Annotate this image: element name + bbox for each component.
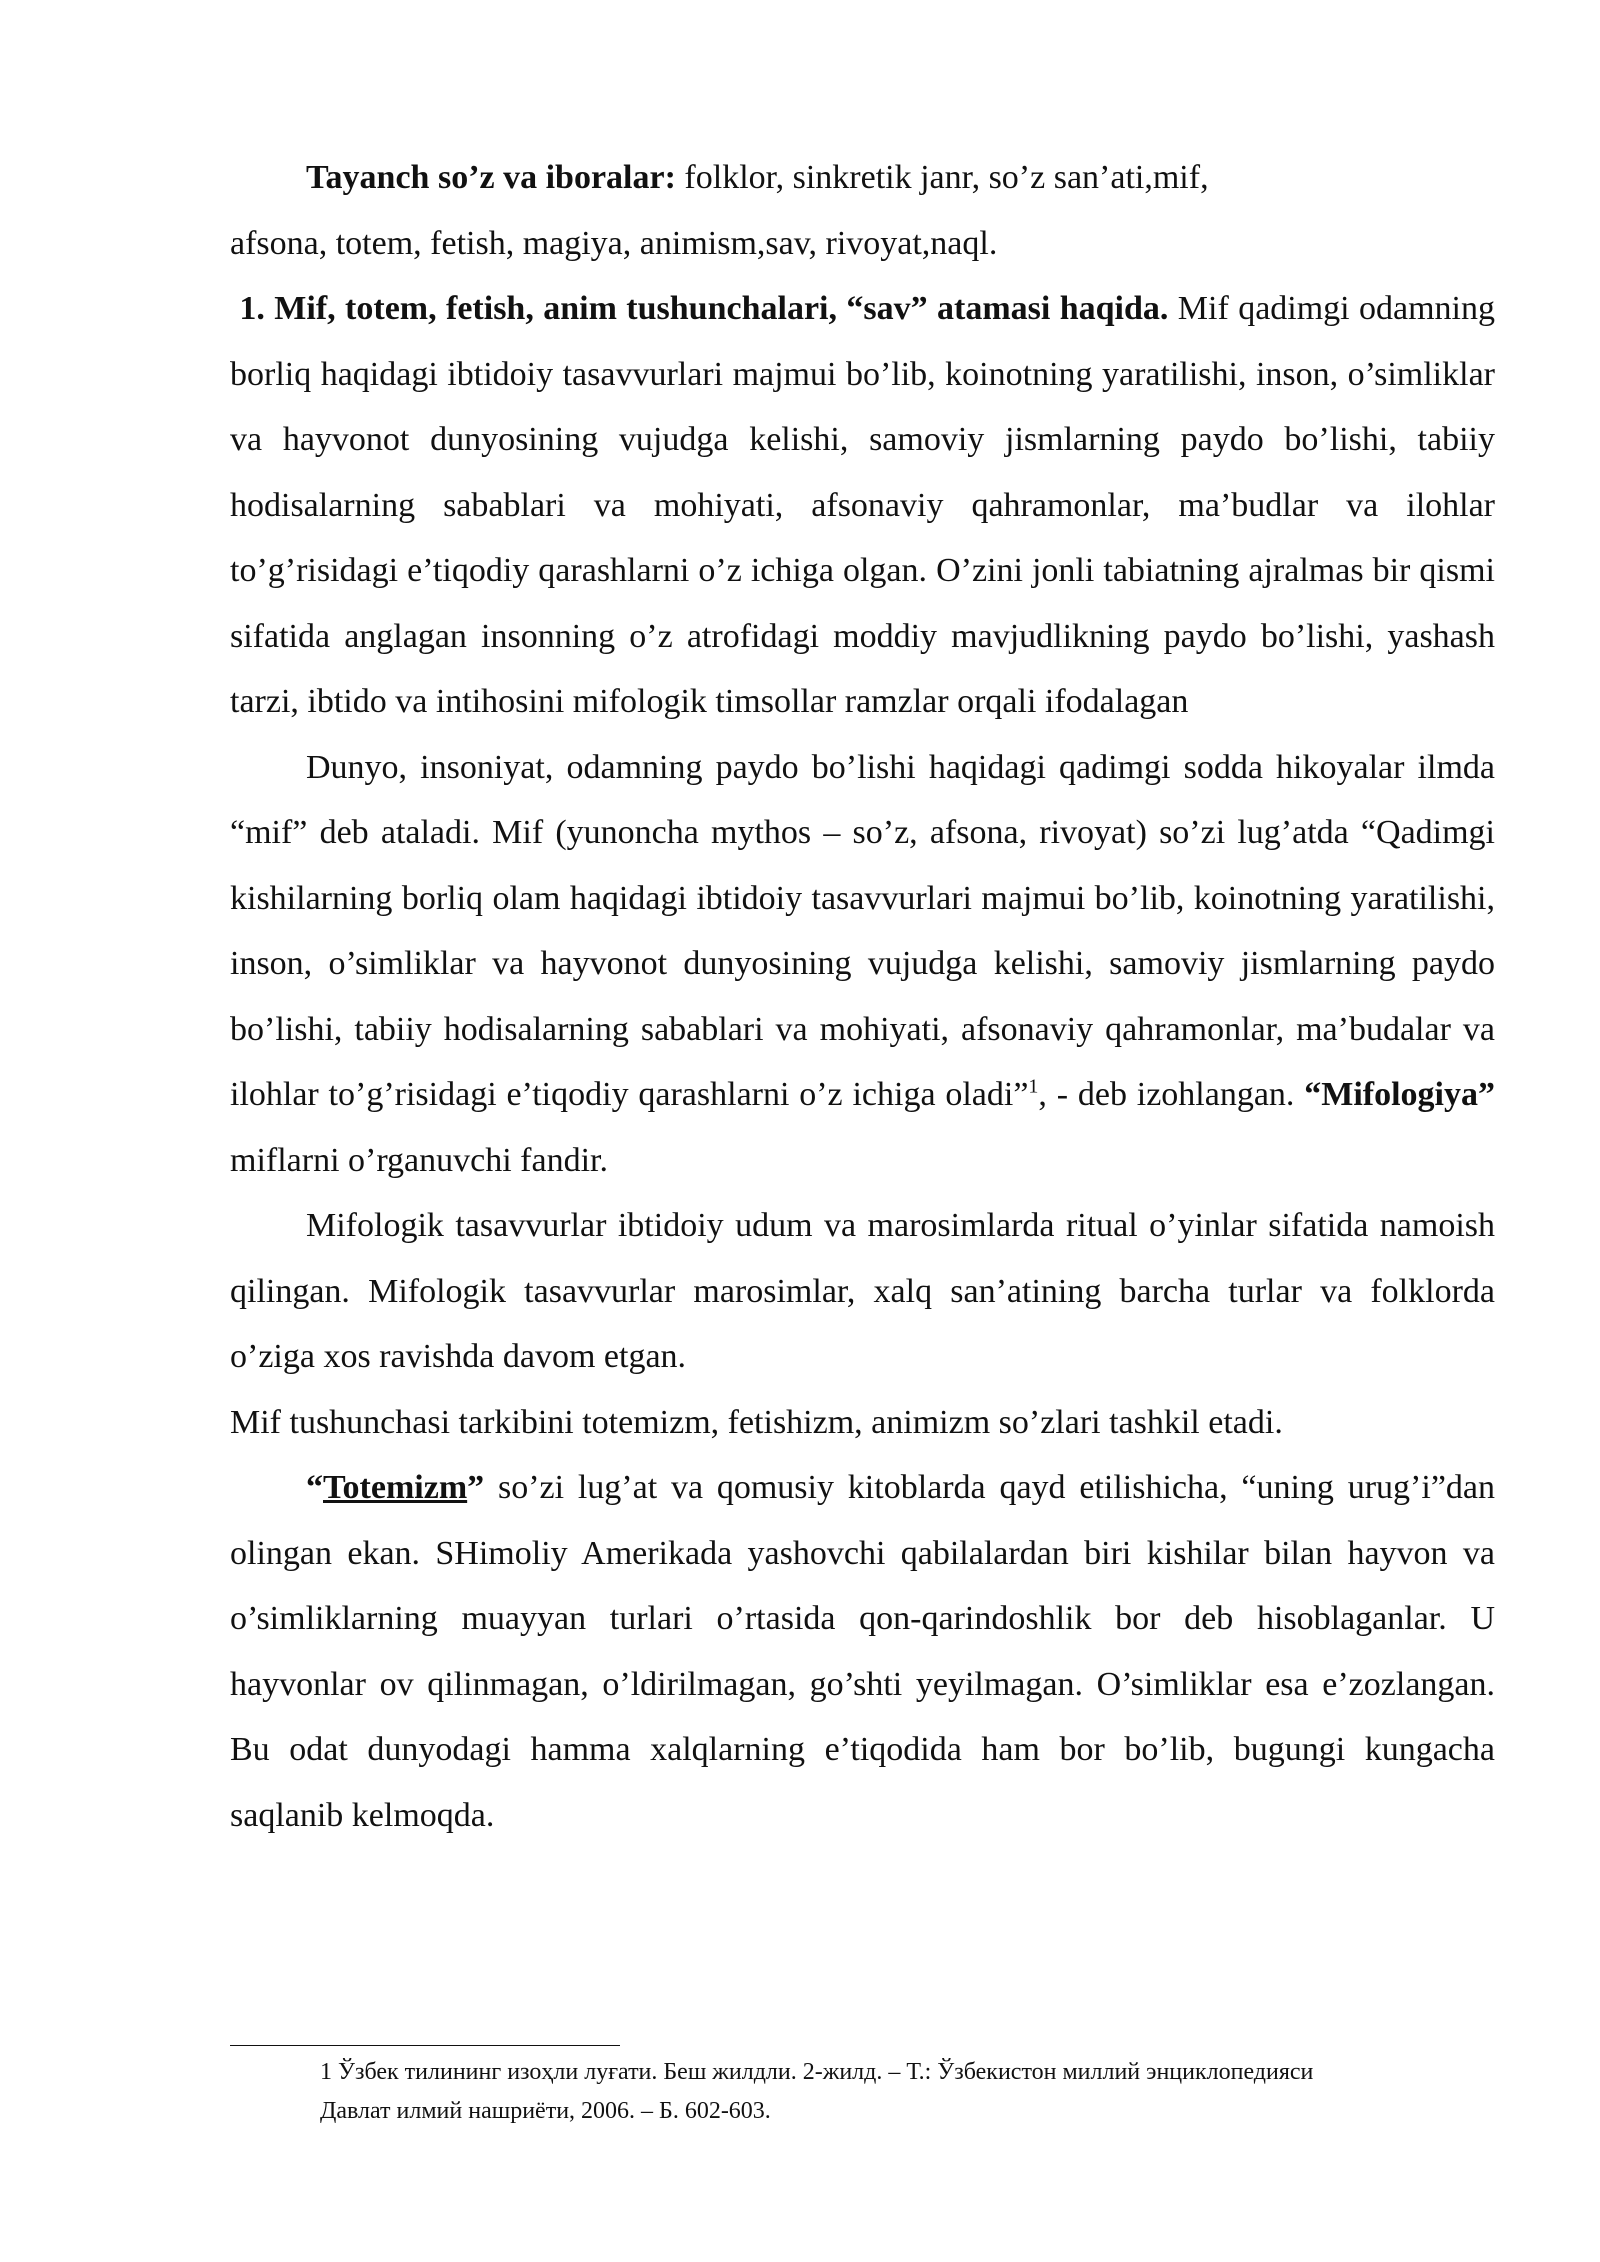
footnote-separator: [230, 2045, 620, 2046]
mifologik-text: Mifologik tasavvurlar ibtidoiy udum va marosimlarda ritual o’yinlar sifatida namoish qilingan. Mifologik tasavvurlar marosimlar, xalq san’atining barcha turlar va folklorda o’ziga xos ravishda davom etgan.: [230, 1207, 1495, 1375]
footnote-text-line2: Давлат илмий нашриёти, 2006. – Б. 602-603.: [320, 2098, 771, 2124]
keywords-text-line2: afsona, totem, fetish, magiya, animism,sav, rivoyat,naql.: [230, 224, 998, 262]
mif-composition-text: Mif tushunchasi tarkibini totemizm, fetishizm, animizm so’zlari tashkil etadi.: [230, 1403, 1283, 1441]
footnote-reference[interactable]: 1: [1028, 1075, 1039, 1098]
totemizm-text: so’zi lug’at va qomusiy kitoblarda qayd etilishicha, “uning urug’i”dan olingan ekan. SHimoliy Amerikada yashovchi qabilalardan biri kishilar bilan hayvon va o’simliklarning muayyan turlari o’rtasida qon-qarindoshlik bor deb hisoblaganlar. U hayvonlar ov qilinmagan, o’ldirilmagan, go’shti yeyilmagan. O’simliklar esa e’zozlangan. Bu odat dunyodagi hamma xalqlarning e’tiqodida ham bor bo’lib, bugungi kungacha saqlanib kelmoqda.: [230, 1469, 1495, 1834]
footnote: [320, 2053, 1500, 2131]
mifologik-paragraph: [230, 1193, 1495, 1390]
keywords-label: Tayanch so’z va iboralar:: [306, 159, 676, 196]
mif-definition-middle: , - deb izohlangan.: [1038, 1076, 1305, 1113]
mif-definition-paragraph: [230, 735, 1495, 1194]
section1-text: Mif qadimgi odamning borliq haqidagi ibtidoiy tasavvurlari majmui bo’lib, koinotning yaratilishi, inson, o’simliklar va hayvonot dunyosining vujudga kelishi, samoviy jismlarning paydo bo’lishi, tabiiy hodisalarning sabablari va mohiyati, afsonaviy qahramonlar, ma’budlar va ilohlar to’g’risidagi e’tiqodiy qarashlarni o’z ichiga olgan. O’zini jonli tabiatning ajralmas bir qismi sifatida anglagan insonning o’z atrofidagi moddiy mavjudlikning paydo bo’lishi, yashash tarzi, ibtido va intihosini mifologik timsollar ramzlar orqali ifodalagan: [230, 290, 1496, 720]
footnote-text-line1: Ўзбек тилининг изоҳли луғати. Беш жилдли. 2-жилд. – Т.: Ўзбекистон миллий энциклопедияси: [332, 2059, 1314, 2085]
mif-definition-text: Dunyo, insoniyat, odamning paydo bo’lishi haqidagi qadimgi sodda hikoyalar ilmda “mif” deb ataladi. Mif (yunoncha mythos – so’z, afsona, rivoyat) so’zi lug’atda “Qadimgi kishilarning borliq olam haqidagi ibtidoiy tasavvurlari majmui bo’lib, koinotning yaratilishi, inson, o’simliklar va hayvonot dunyosining vujudga kelishi, samoviy jismlarning paydo bo’lishi, tabiiy hodisalarning sabablari va mohiyati, afsonaviy qahramonlar, ma’budalar va ilohlar to’g’risidagi e’tiqodiy qarashlarni o’z ichiga oladi”: [230, 748, 1495, 1113]
keywords-text-line1: folklor, sinkretik janr, so’z san’ati,mif,: [675, 159, 1209, 196]
mif-composition-paragraph: [230, 1390, 1495, 1456]
mif-definition-end: miflarni o’rganuvchi fandir.: [230, 1141, 608, 1179]
totemizm-quote-open: “: [306, 1469, 323, 1506]
section1-paragraph: [230, 276, 1495, 735]
document-body: [230, 145, 1495, 1848]
section1-heading: 1. Mif, totem, fetish, anim tushunchalari, “sav” atamasi haqida.: [239, 290, 1169, 327]
footnote-number: 1: [320, 2059, 332, 2085]
totemizm-paragraph: [230, 1455, 1495, 1848]
totemizm-term: Totemizm: [323, 1469, 468, 1506]
keywords-paragraph: [230, 145, 1495, 276]
totemizm-quote-close: ”: [467, 1469, 485, 1506]
mifologiya-term: “Mifologiya”: [1304, 1076, 1495, 1113]
